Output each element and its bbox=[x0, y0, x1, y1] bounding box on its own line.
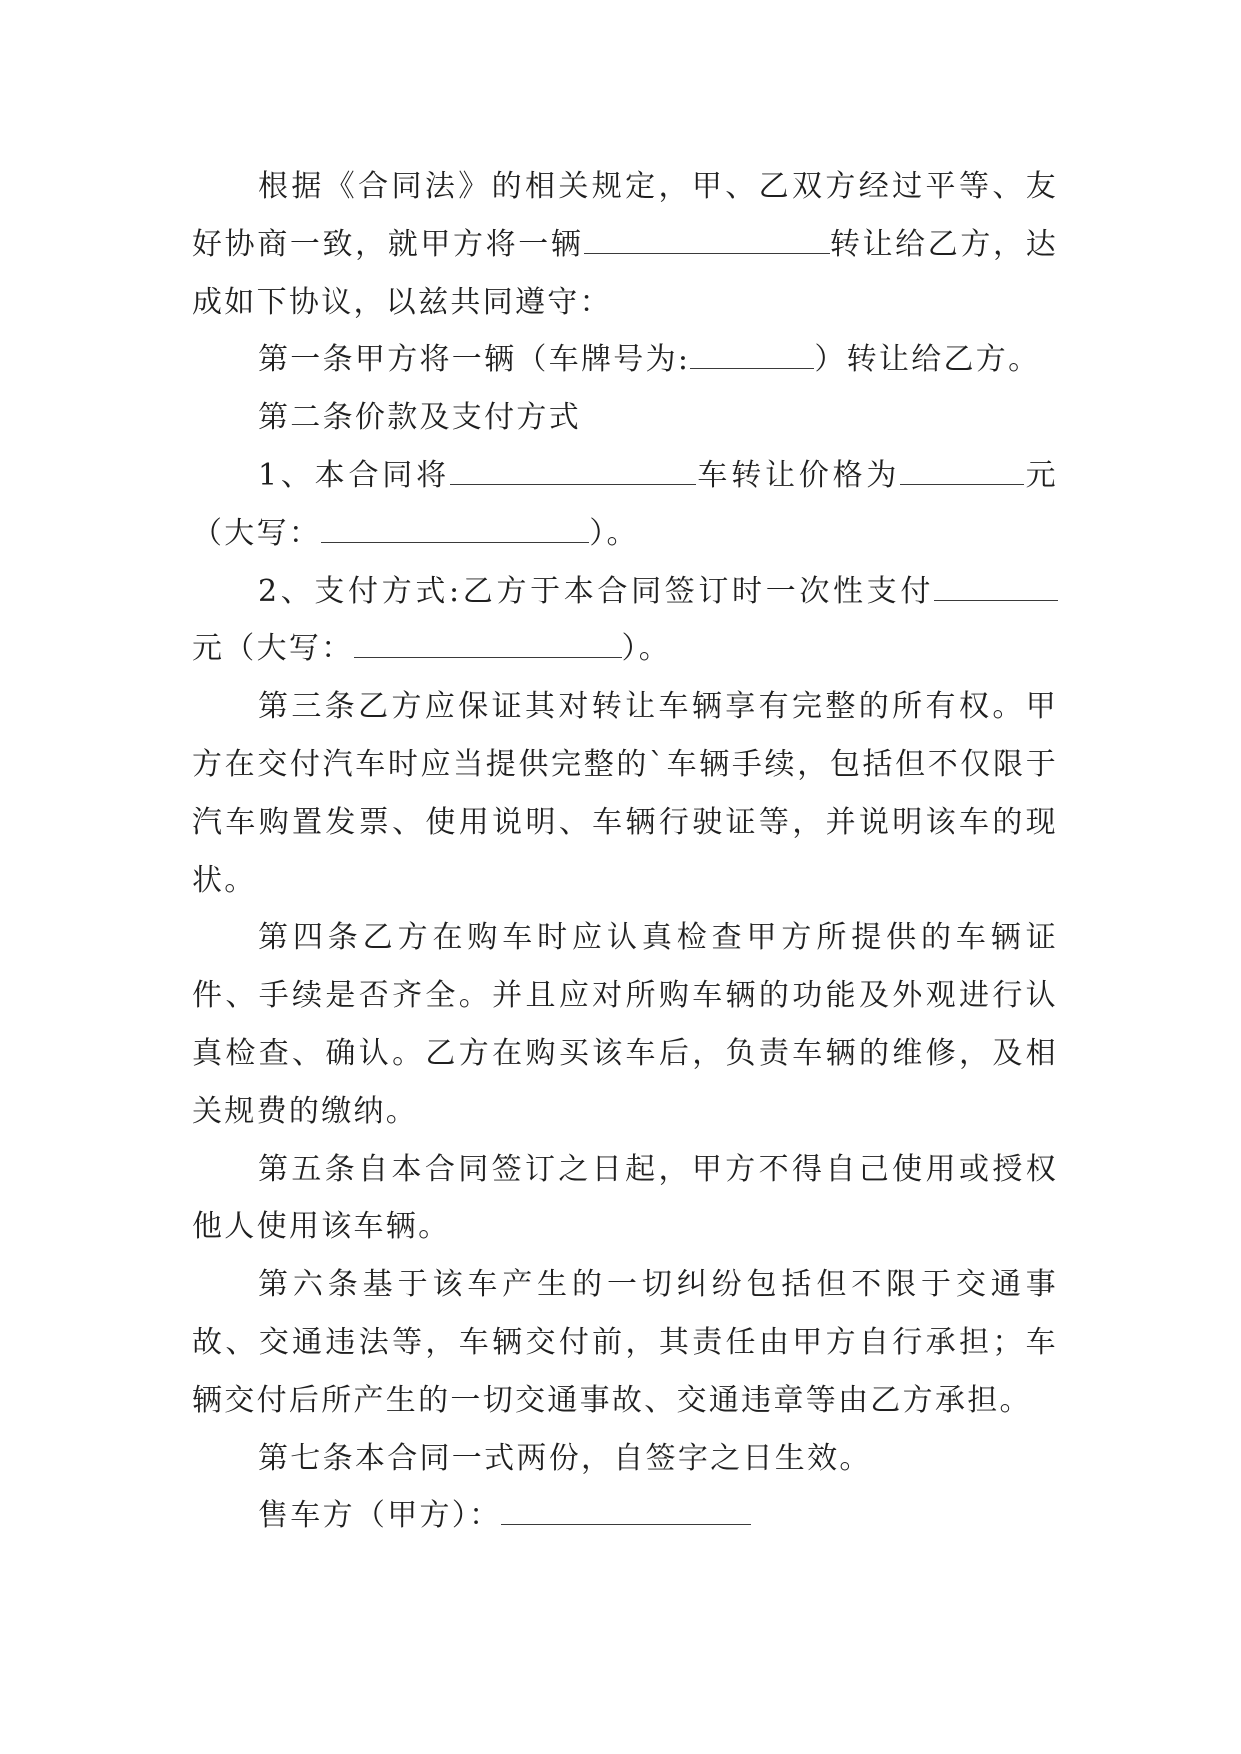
clause-7: 第七条本合同一式两份，自签字之日生效。 bbox=[258, 1440, 872, 1476]
price-blank bbox=[900, 460, 1024, 485]
clause-1 bbox=[192, 331, 1058, 389]
item-2-text-3: ）。 bbox=[621, 631, 672, 667]
payment-blank bbox=[934, 576, 1058, 601]
clause-2-item-1 bbox=[192, 447, 1058, 563]
intro-text-2: 转让给乙方，达成如下协议，以兹共同遵守： bbox=[192, 226, 1058, 320]
intro-text-1: 根据《合同法》的相关规定，甲、乙双方经过平等、友好协商一致，就甲方将一辆 bbox=[192, 169, 1058, 262]
item-1-text-1: 1、本合同将 bbox=[258, 457, 450, 493]
vehicle-blank bbox=[584, 229, 830, 254]
plate-number-blank bbox=[690, 344, 814, 369]
clause-6: 第六条基于该车产生的一切纠纷包括但不限于交通事故、交通违法等，车辆交付前，其责任由甲方自行承担；车辆交付后所产生的一切交通事故、交通违章等由乙方承担。 bbox=[192, 1267, 1058, 1418]
item-1-text-2: 车转让价格为 bbox=[695, 457, 901, 493]
item-1-text-3: 元（大写： bbox=[192, 457, 1058, 551]
item-1-text-4: ）。 bbox=[589, 515, 639, 551]
item-2-text-2: 元（大写： bbox=[192, 631, 354, 667]
clause-3: 第三条乙方应保证其对转让车辆享有完整的所有权。甲方在交付汽车时应当提供完整的`车辆手续，包括但不仅限于汽车购置发票、使用说明、车辆行驶证等，并说明该车的现状。 bbox=[192, 689, 1058, 898]
clause-1-text-2: ）转让给乙方。 bbox=[814, 342, 1041, 378]
clause-4: 第四条乙方在购车时应认真检查甲方所提供的车辆证件、手续是否齐全。并且应对所购车辆的功能及外观进行认真检查、确认。乙方在购买该车后，负责车辆的维修，及相关规费的缴纳。 bbox=[192, 920, 1058, 1129]
item-2-text-1: 2、支付方式:乙方于本合同签订时一次性支付 bbox=[258, 573, 934, 609]
seller-signature-line bbox=[192, 1487, 1058, 1545]
car-model-blank bbox=[450, 460, 696, 485]
clause-2-item-2 bbox=[192, 563, 1058, 679]
seller-label: 售车方（甲方）： bbox=[258, 1498, 502, 1534]
clause-2-heading bbox=[192, 389, 1058, 447]
price-uppercase-blank bbox=[321, 518, 589, 543]
payment-uppercase-blank bbox=[354, 633, 622, 658]
document-page bbox=[192, 158, 1058, 1545]
clause-1-text-1: 第一条甲方将一辆（车牌号为: bbox=[258, 342, 691, 378]
clause-2-title: 第二条价款及支付方式 bbox=[258, 400, 581, 436]
clause-5: 第五条自本合同签订之日起，甲方不得自己使用或授权他人使用该车辆。 bbox=[192, 1151, 1058, 1245]
paragraph-intro bbox=[192, 158, 1058, 331]
seller-signature-blank bbox=[501, 1500, 751, 1525]
